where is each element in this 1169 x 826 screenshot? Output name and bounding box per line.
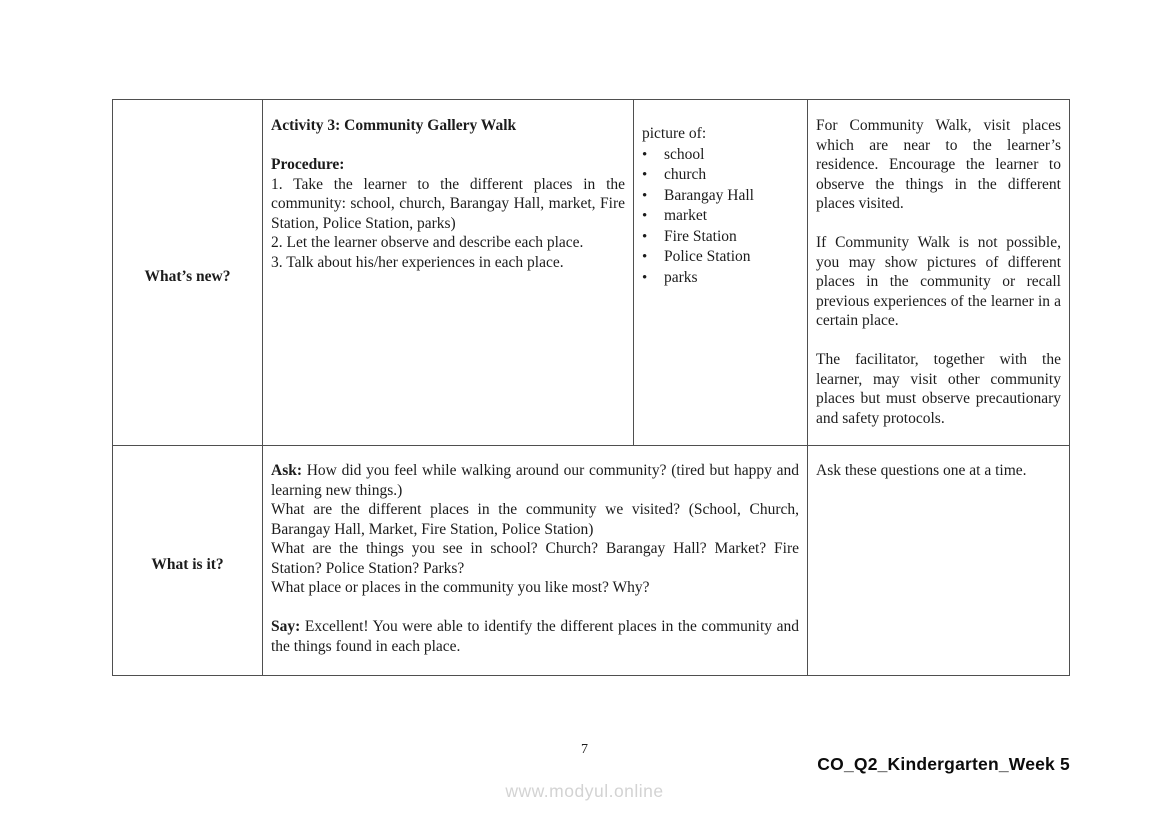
- list-item-label: • Police Station: [664, 248, 751, 265]
- footer-document-code: CO_Q2_Kindergarten_Week 5: [817, 754, 1070, 774]
- procedure-step: 3. Talk about his/her experiences in each place.: [271, 253, 564, 271]
- facilitator-note-cell: [808, 446, 1069, 675]
- list-item: [642, 247, 799, 268]
- list-item-label: • Barangay Hall: [664, 186, 754, 204]
- note-paragraph: If Community Walk is not possible, you may show pictures of different places in the community or recall previous experiences of the learner in a certain place.: [816, 234, 1061, 329]
- activity-cell: [263, 100, 634, 445]
- list-item-label: • market: [664, 207, 708, 224]
- procedure-step: 1. Take the learner to the different places in the community: school, church, Barangay Hall, market, Fire Station, Police Station, parks): [271, 175, 625, 232]
- question-paragraph: What place or places in the community you like most? Why?: [271, 579, 650, 596]
- list-item: [642, 186, 799, 207]
- list-item-label: • school: [664, 145, 705, 163]
- list-item-label: • parks: [664, 268, 698, 286]
- note-paragraph: Ask these questions one at a time.: [816, 462, 1027, 479]
- materials-intro: picture of:: [642, 125, 707, 142]
- ask-text: How did you feel while walking around our community? (tired but happy and learning new things.): [271, 462, 799, 499]
- ask-paragraph: [271, 461, 799, 500]
- table-row-what-is-it: [113, 446, 1069, 675]
- list-item-label: • Fire Station: [664, 227, 737, 245]
- question-paragraph: What are the different places in the community we visited? (School, Church, Barangay Hall, Market, Fire Station, Police Station): [271, 501, 799, 538]
- list-item: [642, 206, 799, 227]
- materials-cell: [634, 100, 808, 445]
- materials-list: [642, 145, 799, 289]
- list-item: [642, 165, 799, 186]
- row-label-cell-what-is-it: [113, 446, 263, 675]
- note-paragraph: For Community Walk, visit places which are near to the learner’s residence. Encourage the learner to observe the things in the different places visited.: [816, 117, 1061, 212]
- lesson-plan-table: [112, 99, 1070, 676]
- say-paragraph: [271, 617, 799, 656]
- question-paragraph: What are the things you see in school? Church? Barangay Hall? Market? Fire Station? Police Station? Parks?: [271, 540, 799, 577]
- page-number: 7: [581, 742, 588, 757]
- list-item-label: • church: [664, 166, 707, 183]
- procedure-step: 2. Let the learner observe and describe each place.: [271, 234, 584, 251]
- questions-cell: [263, 446, 808, 675]
- list-item: [642, 227, 799, 248]
- facilitator-notes-cell: [808, 100, 1069, 445]
- row-label-what-is-it: What is it?: [151, 555, 224, 573]
- row-label-whats-new: What’s new?: [144, 267, 231, 285]
- activity-title: Activity 3: Community Gallery Walk: [271, 117, 517, 134]
- procedure-label: Procedure:: [271, 156, 345, 173]
- row-label-cell-whats-new: [113, 100, 263, 445]
- say-text: Excellent! You were able to identify the different places in the community and the things found in each place.: [271, 618, 799, 655]
- watermark-url: www.modyul.online: [505, 781, 664, 801]
- note-paragraph: The facilitator, together with the learner, may visit other community places but must observe precautionary and safety protocols.: [816, 351, 1061, 427]
- ask-label: Ask:: [271, 462, 303, 479]
- list-item: [642, 268, 799, 289]
- list-item: [642, 145, 799, 166]
- say-label: Say:: [271, 618, 301, 635]
- table-row-whats-new: [113, 100, 1069, 446]
